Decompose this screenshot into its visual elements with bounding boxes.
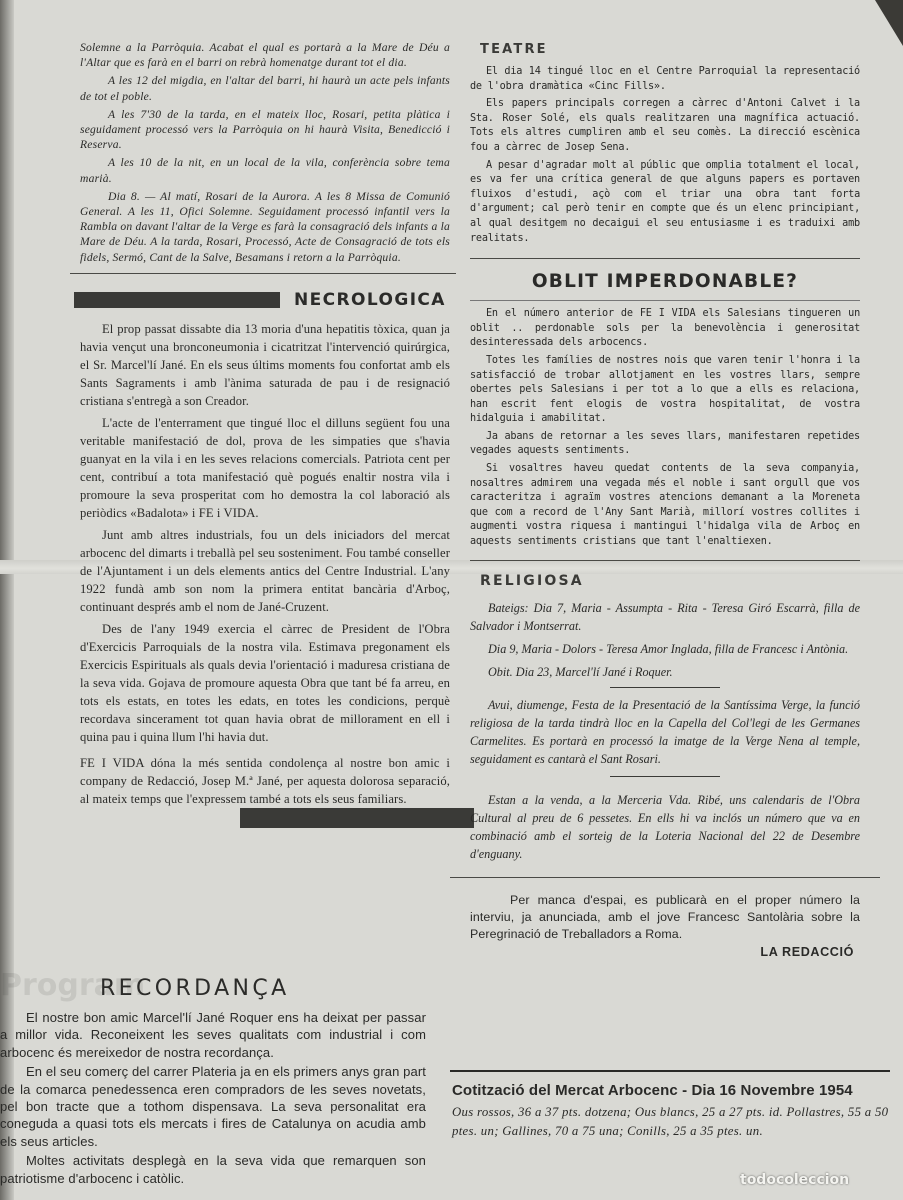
necrologica-header — [80, 288, 450, 312]
program-paragraph: A les 10 de la nit, en un local de la vila, conferència sobre tema marià. — [80, 156, 450, 185]
watermark-logo: todocoleccion — [740, 1172, 850, 1188]
left-column — [80, 40, 450, 828]
necrologica-paragraph: L'acte de l'enterrament que tingué lloc el dilluns següent fou una veritable manifestació de dol, prova de les simpaties que s'havia guanyat en la vila i en les seves relacions comercials. Patriota cent per cent, contribuí a tota manifestació què pogués enaltir nostra vila i promoure la seva prosperitat com ho demostra la col laboració als periòdics «Badalota» i FE i VIDA. — [80, 415, 450, 520]
necrologica-title: NECROLOGICA — [294, 289, 446, 310]
mercat-section — [450, 1050, 890, 1141]
recordanca-body — [0, 1009, 432, 1187]
recordanca-paragraph: El nostre bon amic Marcel'lí Jané Roquer ens ha deixat per passar a millor vida. Reconeixent les seves qualitats com industrial i com arbocenc és mereixedor de nostra recordança. — [0, 1010, 426, 1060]
oblit-paragraph: Si vosaltres haveu quedat contents de la seva companyia, nosaltres admirem una vegada més el noble i sant orgull que vos caracteritza i agraïm vostres atencions demanant a la Moreneta que com a record de l'Any Sant Marià, millorí vostres collites i augmenti vostra riquesa i mantingui l'hidalga vila de Arboç en aquests sentiments cristians que tant l'enaltiexen. — [470, 463, 860, 548]
baptism-entry: Bateigs: Dia 7, Maria - Assumpta - Rita - Teresa Giró Escarrà, filla de Salvador i Montserrat. — [470, 600, 860, 633]
necrologica-paragraph: Junt amb altres industrials, fou un dels iniciadors del mercat arbocenc del dimarts i treballà pel seu sosteniment. Fou també conseller de l'Ajuntament i un dels elements antics del Centre Industrial. L'any 1922 fundà amb son nom la primera entitat bancària d'Arboç, continuant després amb el nom de Jané-Cruzent. — [80, 527, 450, 614]
necrologica-footer — [80, 808, 450, 828]
necrologica-paragraph: Des de l'any 1949 exercia el càrrec de President de l'Obra d'Exercicis Parroquials de la nostra vila. Estimava pregonament els Exercicis Espirituals als quals devia l'orientació i maduresa cristiana de la seva vida. Gojava de promoure aquesta Obra que tant bé fa arreu, en tots els estats, en totes les edats, en totes les condicions, perquè recordava sincerament tot quan havia obrat de millorament en ell i quina pau i quina llum l'hi havia dut. — [80, 621, 450, 744]
short-divider — [610, 687, 720, 688]
show-through-text: Program — [0, 968, 146, 1003]
program-continuation — [80, 40, 450, 265]
short-divider — [610, 776, 720, 777]
religiosa-title: RELIGIOSA — [480, 572, 584, 589]
oblit-paragraph: Ja abans de retornar a les seves llars, manifestaren repetides vegades aquests sentiments. — [470, 430, 860, 457]
manca-paragraph: Per manca d'espai, es publicarà en el proper número la interviu, ja anunciada, amb el jove Francesc Santolària sobre la Peregrinació de Treballadors a Roma. — [470, 892, 860, 941]
right-column — [470, 40, 860, 959]
program-paragraph: A les 12 del migdia, en l'altar del barri, hi haurà un acte pels infants de tot el poble. — [80, 74, 450, 103]
program-paragraph: Dia 8. — Al matí, Rosari de la Aurora. A les 8 Missa de Comunió General. A les 11, Ofici Solemne. Seguidament processó infantil vers la Rambla on davant l'altar de la Verge es farà la consagració dels infants a la Mare de Déu. A la tarda, Rosari, Processó, Acte de Consagració de tots els fidels, Sermó, Cant de la Salve, Besamans i retorn a la Parròquia. — [80, 189, 450, 264]
mercat-title: Cotització del Mercat Arbocenc - Dia 16 Novembre 1954 — [452, 1082, 853, 1099]
avui-paragraph: Avui, diumenge, Festa de la Presentació de la Santíssima Verge, la funció religiosa de la tarda tindrà lloc en la Capella del Col'legi de les Germanes Carmelites. Es portarà en processó la imatge de la Verge Nena al temple, seguidament es cantarà el Sant Rosari. — [470, 697, 860, 766]
recordanca-section — [0, 976, 432, 1189]
section-divider — [70, 273, 456, 274]
teatre-body — [470, 65, 860, 246]
program-paragraph: Solemne a la Parròquia. Acabat el qual es portarà a la Mare de Déu a l'Altar que es farà en el barri on rebrà homenatge durant tot el dia. — [80, 41, 450, 70]
teatre-title: TEATRE — [480, 42, 548, 57]
venda-paragraph: Estan a la venda, a la Merceria Vda. Ribé, uns calendaris de l'Obra Cultural al preu de 6 pessetes. En ells hi va inclós un número que va en combinació amb el sorteig de la Loteria Nacional del 22 de Desembre d'enguany. — [470, 792, 860, 861]
program-paragraph: A les 7'30 de la tarda, en el mateix lloc, Rosari, petita plàtica i seguidament processó vers la Parròquia on hi haurà Visita, Benedicció i Reserva. — [80, 107, 450, 152]
teatre-paragraph: El dia 14 tingué lloc en el Centre Parroquial la representació de l'obra dramàtica «Cinc Fills». — [470, 66, 860, 92]
obit-entry: Obit. Dia 23, Marcel'lí Jané i Roquer. — [488, 664, 673, 679]
baptism-entry: Dia 9, Maria - Dolors - Teresa Amor Inglada, filla de Francesc i Antònia. — [488, 641, 849, 656]
teatre-paragraph: A pesar d'agradar molt al públic que omplia totalment el local, es va fer una crítica general de que alguns papers es portaven fluixos d'estudi, açò com el triar una obra tant forta d'argument; cal però tenir en compte que és un elenc principiant, al qual desitgem no decaigui el seu entusiasme i es traduixi amb realitats. — [470, 159, 860, 244]
recordanca-paragraph: En el seu comerç del carrer Plateria ja en els primers anys gran part de la comarca penedessenca eren compradors de les seves novetats, pel bon tracte que a tothom dispensava. La seva personalitat era coneguda a quasi tots els mercats i fires de Catalunya on acudia amb els seus articles. — [0, 1064, 426, 1149]
condolence-paragraph: FE I VIDA dóna la més sentida condolença al nostre bon amic i company de Redacció, Josep M.ª Jané, per aquesta dolorosa separació, al mateix temps que l'expressem també a tots els seus familiars. — [80, 755, 450, 806]
section-divider — [450, 877, 880, 878]
oblit-paragraph: Totes les famílies de nostres nois que varen tenir l'honra i la satisfacció de trobar allotjament en les vostres llars, sempre obertes pels Salesians i per tot a lo que a ells es relaciona, han escrit fent elogis de vostra hospitalitat, de vostra hidalguia i amabilitat. — [470, 354, 860, 425]
la-redaccio-signature: LA REDACCIÓ — [760, 944, 854, 959]
mercat-prices: Ous rossos, 36 a 37 pts. dotzena; Ous blancs, 25 a 27 pts. id. Pollastres, 55 a 50 ptes. un; Gallines, 70 a 75 una; Conills, 25 a 35 ptes. un. — [452, 1105, 889, 1138]
oblit-body — [470, 307, 860, 550]
section-divider — [470, 560, 860, 561]
recordanca-title: RECORDANÇA — [100, 976, 290, 1001]
section-divider — [470, 258, 860, 259]
teatre-paragraph: Els papers principals corregen a càrrec d'Antoni Calvet i la Sta. Roser Solé, els quals realitzaren una magnífica actuació. Tots els altres cumpliren amb el seu comès. La direcció escènica fou a càrrec de Josep Sena. — [470, 98, 860, 153]
religiosa-body — [470, 599, 860, 681]
mercat-top-rule — [450, 1070, 890, 1072]
necrologica-body — [80, 320, 450, 808]
oblit-title: OBLIT IMPERDONABLE? — [531, 271, 799, 293]
oblit-paragraph: En el número anterior de FE I VIDA els Salesians tingueren un oblit .. perdonable sols per la benevolència i generositat desinteressada dels arbocencs. — [470, 308, 860, 349]
background-corner — [875, 0, 903, 46]
necrologica-paragraph: El prop passat dissabte dia 13 moria d'una hepatitis tòxica, quan ja havia vençut una bronconeumonia i cicatritzat l'intervenció quirúrgica, el Sr. Marcel'lí Jané. En els seus últims moments fou confortat amb els Sants Sagraments i amb l'ànima saturada de pau i de resignació cristiana s'entregà a son Creador. — [80, 321, 450, 408]
heading-underline — [470, 300, 860, 301]
header-bar-left — [74, 292, 280, 308]
recordanca-paragraph: Moltes activitats desplegà en la seva vida que remarquen son patriotisme d'arbocenc i catòlic. — [0, 1153, 426, 1186]
footer-bar-right — [240, 808, 474, 828]
